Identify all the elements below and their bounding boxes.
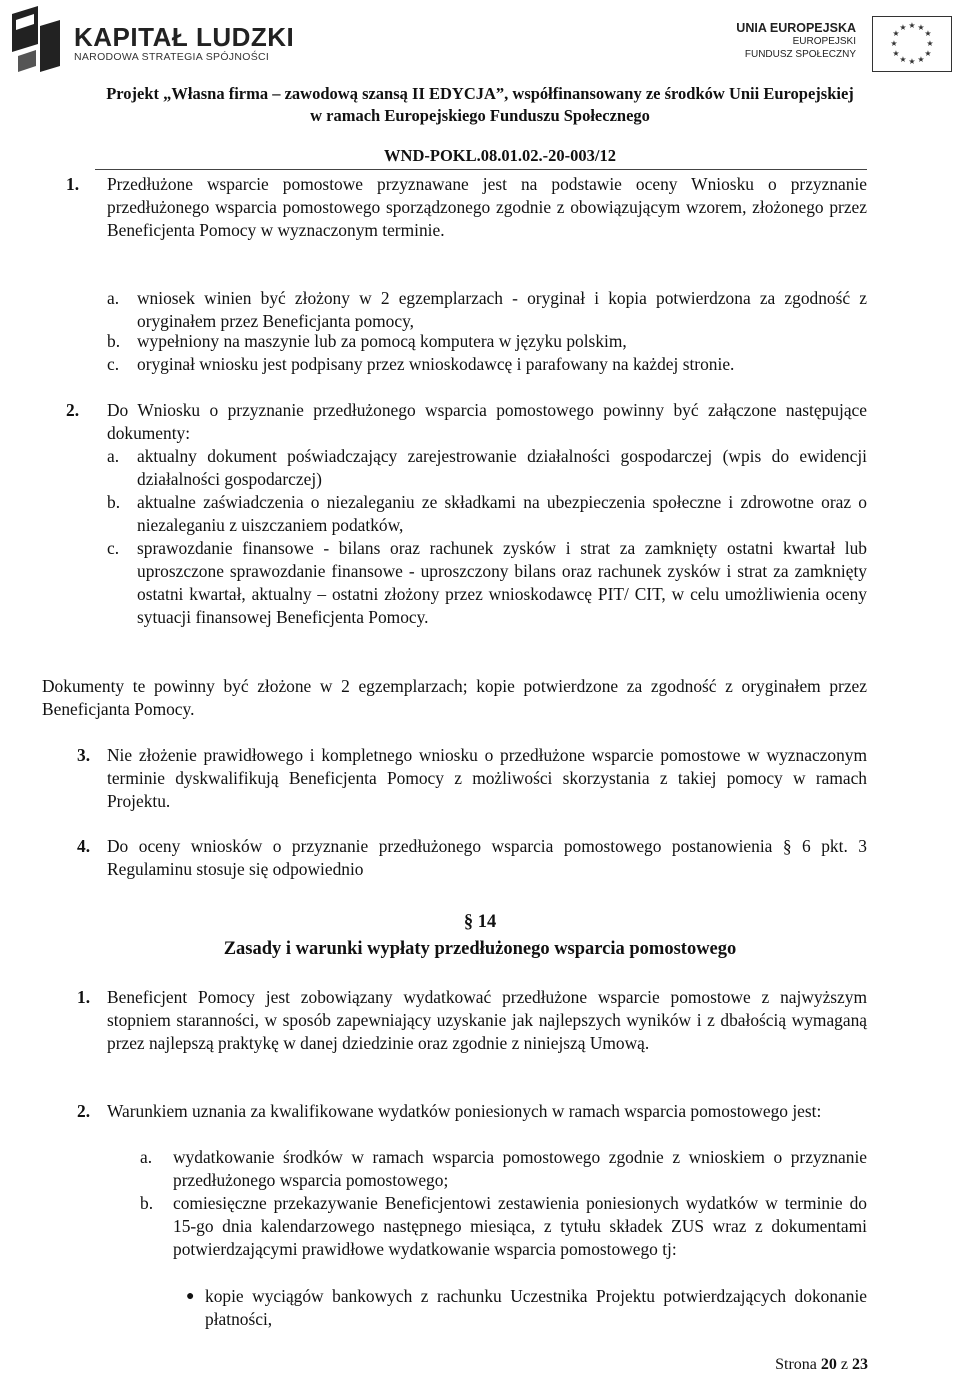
section3-number: 3. — [77, 745, 91, 765]
p14-point2-text: Warunkiem uznania za kwalifikowane wydatków poniesionych w ramach wsparcia pomostowego jest: — [107, 1101, 822, 1121]
section2-item-a-text: aktualny dokument poświadczający zarejestrowanie działalności gospodarczej (wpis do ewidencji działalności gospodarczej) — [137, 446, 867, 489]
eu-logo — [736, 14, 952, 78]
p14-bullet-text: kopie wyciągów bankowych z rachunku Uczestnika Projektu potwierdzających dokonanie płatności, — [205, 1286, 867, 1329]
project-title: Projekt „Własna firma – zawodową szansą II EDYCJA”, współfinansowany ze środków Unii Europejskiej — [106, 84, 854, 103]
section1-text: Przedłużone wsparcie pomostowe przyznawane jest na podstawie oceny Wniosku o przyznanie przedłużonego wsparcia pomostowego sporządzonego zgodnie z obowiązującym wzorem, złożonego przez Beneficjenta Pomocy w wyznaczonym terminie. — [107, 174, 867, 240]
kapital-ludzki-emblem-icon — [8, 6, 64, 72]
svg-text:★: ★ — [908, 57, 916, 66]
section3-text: Nie złożenie prawidłowego i kompletnego wniosku o przedłużone wsparcie pomostowe w wyznaczonym terminie dyskwalifikują Beneficjenta Pomocy z możliwości skorzystania z takiej pomocy w ramach Projektu. — [107, 745, 867, 811]
bullet-icon: ● — [186, 1289, 195, 1304]
p14-item-b-text: comiesięczne przekazywanie Beneficjentowi zestawienia poniesionych wydatków w terminie do 15-go dnia kalendarzowego następnego miesiąca, z tytułu składek ZUS wraz z dokumentami potwierdzającymi prawidłowe wydatkowanie wsparcia pomostowego tj: — [173, 1193, 867, 1259]
section4-number: 4. — [77, 836, 91, 856]
logo-name: KAPITAŁ LUDZKI — [74, 22, 295, 52]
section1-item-b-text: wypełniony na maszynie lub za pomocą komputera w języku polskim, — [137, 331, 627, 351]
p14-item-a-label: a. — [140, 1147, 153, 1167]
p14-item-b-label: b. — [140, 1193, 154, 1213]
p14-point2-number: 2. — [77, 1101, 91, 1121]
section2-number: 2. — [66, 400, 80, 420]
section2-item-c-label: c. — [107, 538, 120, 558]
section1-item-c-label: c. — [107, 354, 120, 374]
kapital-ludzki-logo — [8, 4, 308, 74]
section1-item-a-label: a. — [107, 288, 120, 308]
documents-note: Dokumenty te powinny być złożone w 2 egzemplarzach; kopie potwierdzone za zgodność z oryginałem przez Beneficjanta Pomocy. — [42, 676, 867, 719]
svg-text:★: ★ — [917, 55, 925, 64]
logo-subtitle: NARODOWA STRATEGIA SPÓJNOŚCI — [74, 51, 270, 63]
eu-flag-icon — [872, 16, 952, 72]
project-code: WND-POKL.08.01.02.-20-003/12 — [384, 146, 616, 165]
p14-item-a-text: wydatkowanie środków w ramach wsparcia pomostowego zgodnie z wnioskiem o przyznanie przedłużonego wsparcia pomostowego; — [173, 1147, 867, 1190]
svg-text:★: ★ — [892, 49, 900, 58]
svg-text:★: ★ — [924, 49, 932, 58]
project-fund: w ramach Europejskiego Funduszu Społecznego — [310, 106, 650, 125]
eu-logo-line1: UNIA EUROPEJSKA — [736, 21, 856, 35]
section1-item-a-text: wniosek winien być złożony w 2 egzemplarzach - oryginał i kopia potwierdzona za zgodność z oryginałem przez Beneficjanta pomocy, — [137, 288, 867, 331]
section4-text: Do oceny wniosków o przyznanie przedłużonego wsparcia pomostowego postanowienia § 6 pkt. 3 Regulaminu stosuje się odpowiednio — [107, 836, 867, 879]
eu-logo-text — [736, 22, 856, 61]
footer-separator: z — [840, 1356, 848, 1373]
svg-text:★: ★ — [908, 21, 916, 30]
eu-logo-line3: FUNDUSZ SPOŁECZNY — [744, 49, 856, 60]
page-footer — [775, 1356, 868, 1374]
paragraph-heading: § 14 — [463, 912, 497, 932]
footer-prefix: Strona — [775, 1356, 817, 1373]
p14-point1-text: Beneficjent Pomocy jest zobowiązany wydatkować przedłużone wsparcie pomostowe z najwyższym stopniem staranności, w sposób zapewniający uzyskanie jak najlepszych wyników i z dbałością wymaganą przez najlepszą praktykę w danej dziedzinie oraz zgodnie z niniejszą Umową. — [107, 987, 867, 1053]
section2-item-b-label: b. — [107, 492, 121, 512]
section1-item-b-label: b. — [107, 331, 121, 351]
section2-item-c-text: sprawozdanie finansowe - bilans oraz rachunek zysków i strat za zamknięty ostatni kwartał lub uproszczone sprawozdanie finansowe - uproszczony bilans oraz rachunek zysków i strat za zamknięty ostatni kwartał, aktualny – ostatni złożony przez wnioskodawcę PIT/ CIT, w celu umożliwienia oceny sytuacji finansowej Beneficjenta Pomocy. — [137, 538, 867, 627]
section2-item-b-text: aktualne zaświadczenia o niezaleganiu ze składkami na ubezpieczenia społeczne i zdrowotne oraz o niezaleganiu z uiszczaniem podatków, — [137, 492, 867, 535]
section2-item-a-label: a. — [107, 446, 120, 466]
svg-text:★: ★ — [899, 23, 907, 32]
section2-text: Do Wniosku o przyznanie przedłużonego wsparcia pomostowego powinny być załączone następujące dokumenty: — [107, 400, 867, 443]
svg-text:★: ★ — [917, 23, 925, 32]
section1-item-c-text: oryginał wniosku jest podpisany przez wnioskodawcę i parafowany na każdej stronie. — [137, 354, 735, 374]
eu-logo-line2: EUROPEJSKI — [792, 36, 856, 47]
svg-text:★: ★ — [892, 29, 900, 38]
header-divider — [95, 169, 867, 170]
svg-text:★: ★ — [926, 39, 934, 48]
svg-text:★: ★ — [924, 29, 932, 38]
section1-number: 1. — [66, 174, 80, 194]
p14-point1-number: 1. — [77, 987, 91, 1007]
svg-text:★: ★ — [890, 39, 898, 48]
footer-total-pages: 23 — [852, 1356, 868, 1373]
svg-text:★: ★ — [899, 55, 907, 64]
paragraph-title: Zasady i warunki wypłaty przedłużonego wsparcia pomostowego — [223, 939, 737, 959]
footer-current-page: 20 — [820, 1356, 837, 1373]
